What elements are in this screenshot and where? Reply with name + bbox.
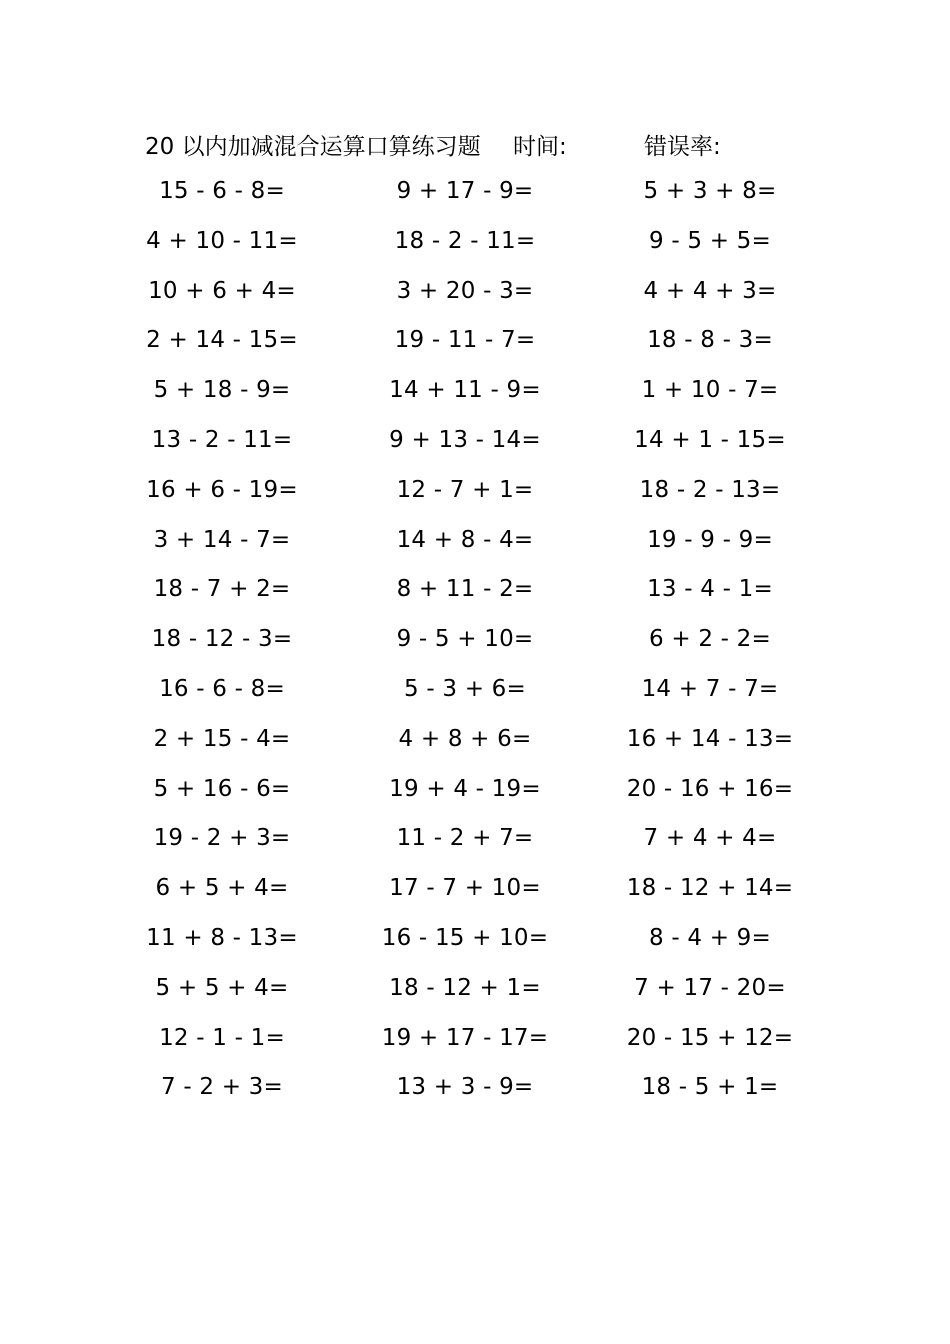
math-problem: 10 + 6 + 4=: [148, 277, 296, 304]
math-problem: 14 + 1 - 15=: [634, 426, 786, 453]
math-problem: 3 + 14 - 7=: [153, 526, 291, 553]
math-problem: 4 + 4 + 3=: [643, 277, 777, 304]
math-problem: 13 - 2 - 11=: [151, 426, 293, 453]
math-problem: 19 + 17 - 17=: [381, 1024, 549, 1051]
problem-column-2: [355, 170, 575, 1116]
math-problem: 7 + 4 + 4=: [643, 825, 777, 852]
math-problem: 9 + 13 - 14=: [389, 426, 541, 453]
math-problem: 19 - 11 - 7=: [394, 327, 536, 354]
math-problem: 16 + 14 - 13=: [626, 725, 794, 752]
math-problem: 17 - 7 + 10=: [389, 875, 541, 902]
math-problem: 11 + 8 - 13=: [146, 924, 298, 951]
math-problem: 8 - 4 + 9=: [649, 924, 771, 951]
math-problem: 13 - 4 - 1=: [647, 576, 773, 603]
math-problem: 18 - 8 - 3=: [647, 327, 773, 354]
math-problem: 7 + 17 - 20=: [634, 974, 786, 1001]
math-problem: 14 + 11 - 9=: [389, 377, 541, 404]
time-label: 时间:: [513, 134, 567, 160]
math-problem: 12 - 1 - 1=: [159, 1024, 285, 1051]
worksheet-title: 20 以内加减混合运算口算练习题: [145, 134, 481, 160]
math-problem: 19 - 9 - 9=: [647, 526, 773, 553]
math-problem: 6 + 5 + 4=: [155, 875, 289, 902]
math-problem: 16 + 6 - 19=: [146, 476, 298, 503]
math-problem: 13 + 3 - 9=: [396, 1074, 534, 1101]
error-rate-label: 错误率:: [644, 134, 721, 160]
math-problem: 1 + 10 - 7=: [641, 377, 779, 404]
math-problem: 15 - 6 - 8=: [159, 178, 285, 204]
math-problem: 18 - 12 + 14=: [626, 875, 794, 902]
math-problem: 4 + 10 - 11=: [146, 227, 298, 254]
math-problem: 2 + 15 - 4=: [153, 725, 291, 752]
math-problem: 19 - 2 + 3=: [153, 825, 291, 852]
math-problem: 19 + 4 - 19=: [389, 775, 541, 802]
math-problem: 5 + 16 - 6=: [153, 775, 291, 802]
problem-column-3: [600, 170, 820, 1116]
math-problem: 5 + 5 + 4=: [155, 974, 289, 1001]
math-problem: 9 - 5 + 10=: [396, 626, 534, 653]
math-problem: 18 - 12 - 3=: [151, 626, 293, 653]
math-problem: 8 + 11 - 2=: [396, 576, 534, 603]
math-problem: 18 - 12 + 1=: [389, 974, 541, 1001]
math-problem: 2 + 14 - 15=: [146, 327, 298, 354]
math-problem: 6 + 2 - 2=: [649, 626, 771, 653]
worksheet-header: [0, 124, 950, 160]
math-problem: 11 - 2 + 7=: [396, 825, 534, 852]
math-problem: 18 - 5 + 1=: [641, 1074, 779, 1101]
math-problem: 5 + 18 - 9=: [153, 377, 291, 404]
math-problem: 5 - 3 + 6=: [404, 675, 526, 702]
math-problem: 14 + 7 - 7=: [641, 675, 779, 702]
math-problem: 16 - 6 - 8=: [159, 675, 285, 702]
math-problem: 7 - 2 + 3=: [161, 1074, 283, 1101]
math-problem: 4 + 8 + 6=: [398, 725, 532, 752]
math-problem: 16 - 15 + 10=: [381, 924, 549, 951]
math-problem: 14 + 8 - 4=: [396, 526, 534, 553]
math-problem: 18 - 2 - 11=: [394, 227, 536, 254]
math-problem: 9 + 17 - 9=: [396, 178, 534, 204]
math-problem: 12 - 7 + 1=: [396, 476, 534, 503]
problem-column-1: [112, 170, 332, 1116]
math-problem: 18 - 2 - 13=: [639, 476, 781, 503]
math-problem: 20 - 16 + 16=: [626, 775, 794, 802]
math-problem: 3 + 20 - 3=: [396, 277, 534, 304]
math-problem: 9 - 5 + 5=: [649, 227, 771, 254]
math-problem: 5 + 3 + 8=: [643, 178, 777, 204]
math-problem: 20 - 15 + 12=: [626, 1024, 794, 1051]
math-problem: 18 - 7 + 2=: [153, 576, 291, 603]
